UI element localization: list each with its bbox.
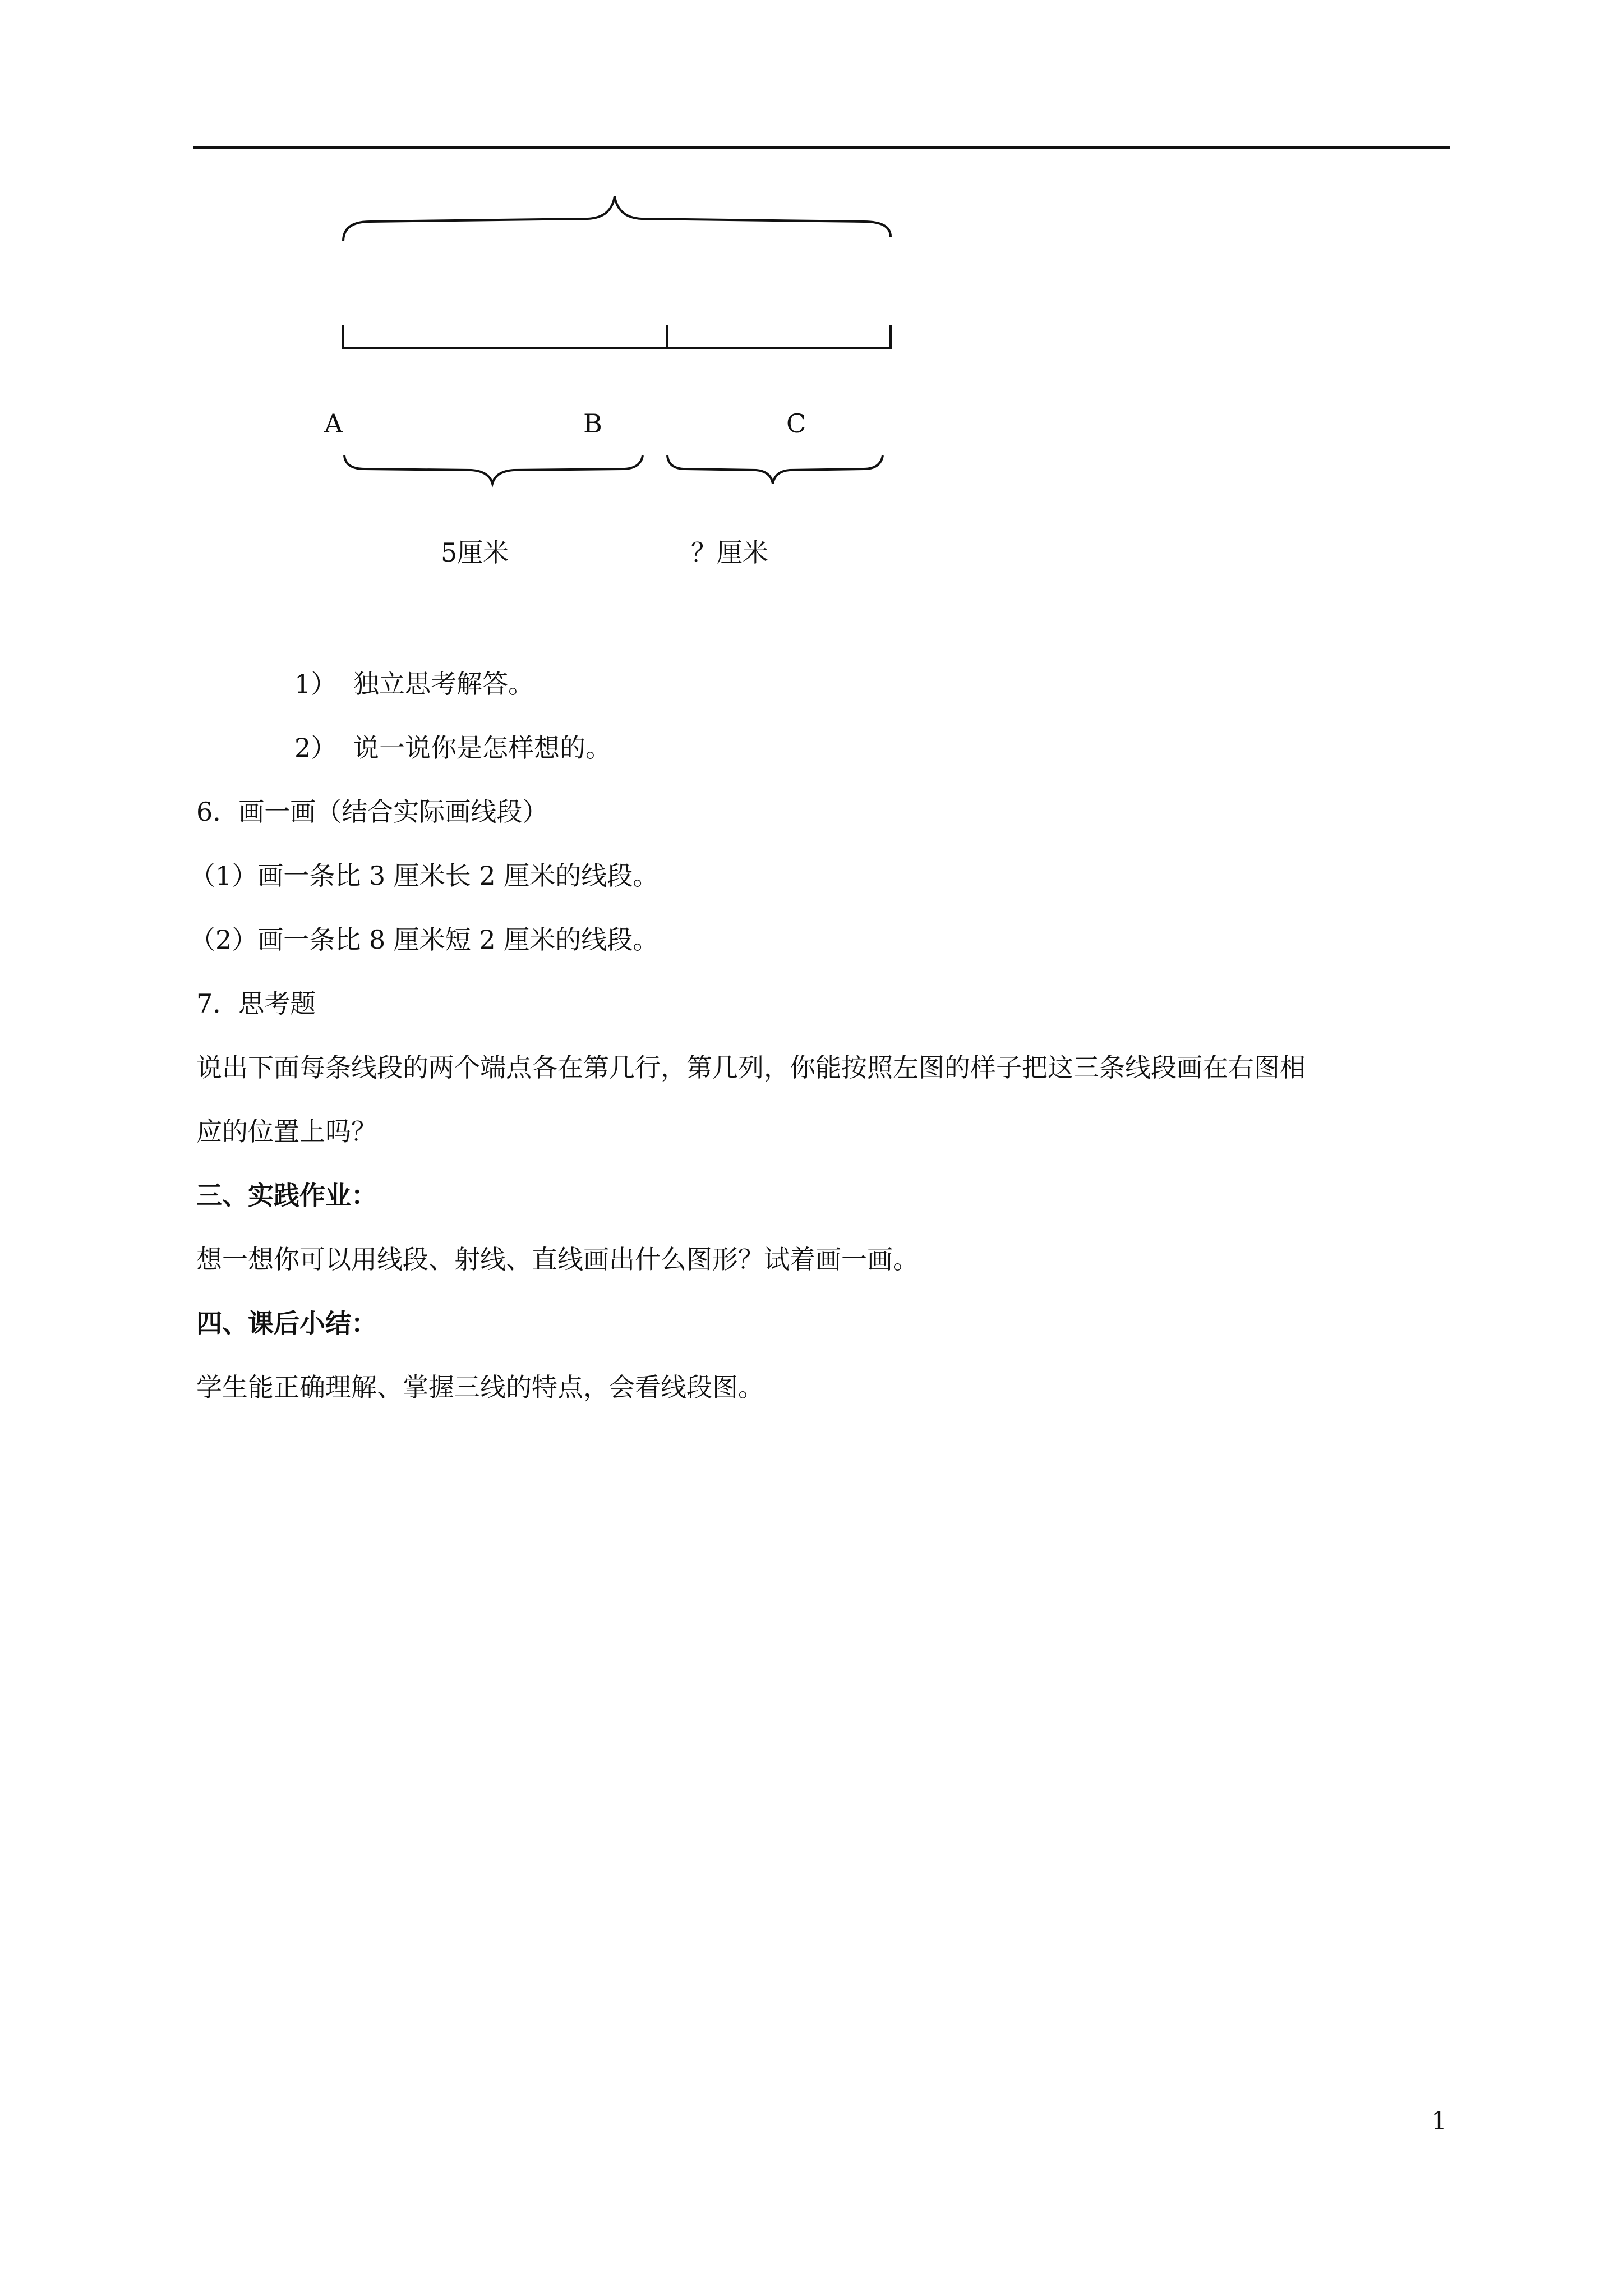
practice-text: 想一想你可以用线段、射线、直线画出什么图形？试着画一画。 <box>196 1244 919 1274</box>
step-2 <box>294 733 611 763</box>
line-segment-diagram <box>0 0 1623 617</box>
summary-text: 学生能正确理解、掌握三线的特点，会看线段图。 <box>196 1372 764 1402</box>
summary-title: 四、课后小结： <box>196 1308 377 1338</box>
step-2-number: 2） <box>294 733 337 763</box>
draw-heading: 6．画一画（结合实际画线段） <box>196 797 548 827</box>
ab-brace <box>344 455 643 484</box>
point-label-b: B <box>583 408 602 439</box>
page-number: 1 <box>1431 2107 1447 2136</box>
practice-title: 三、实践作业： <box>196 1180 377 1211</box>
think-text-line-2: 应的位置上吗？ <box>196 1116 377 1147</box>
total-length-brace <box>343 196 891 241</box>
bc-brace <box>667 455 883 484</box>
draw-item-1: （1）画一条比 3 厘米长 2 厘米的线段。 <box>190 861 659 891</box>
segment-label-ab: 5厘米 <box>441 537 509 568</box>
point-label-c: C <box>786 408 806 439</box>
step-2-text: 说一说你是怎样想的。 <box>353 733 611 763</box>
step-1 <box>294 669 534 700</box>
step-1-number: 1） <box>294 669 337 699</box>
think-text-line-1: 说出下面每条线段的两个端点各在第几行，第几列，你能按照左图的样子把这三条线段画在右图相 <box>196 1052 1306 1083</box>
think-heading: 7．思考题 <box>196 988 316 1019</box>
point-label-a: A <box>324 408 343 439</box>
step-1-text: 独立思考解答。 <box>353 669 534 699</box>
draw-item-2: （2）画一条比 8 厘米短 2 厘米的线段。 <box>190 924 659 955</box>
segment-label-bc: ？厘米 <box>691 537 768 568</box>
